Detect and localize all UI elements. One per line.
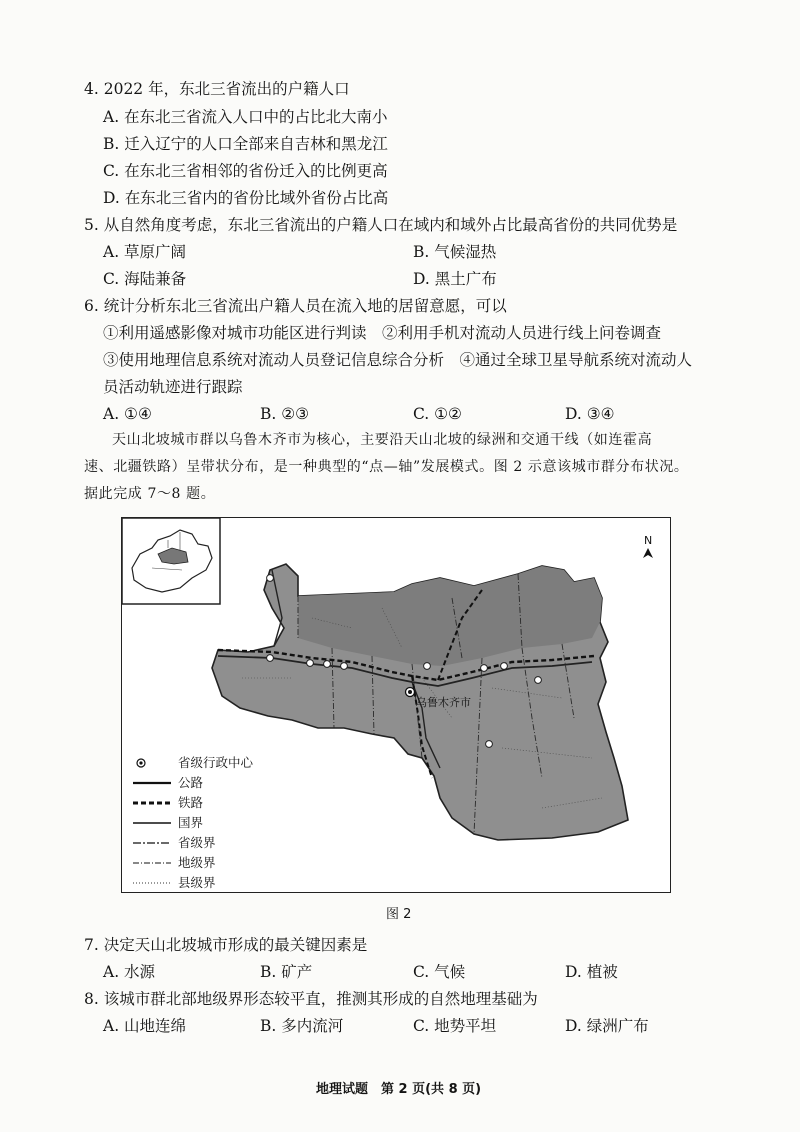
legend-row-county bbox=[131, 875, 281, 891]
q7-option-b: B. 矿产 bbox=[260, 963, 313, 981]
provincial-border-icon bbox=[133, 838, 171, 848]
legend-label-prefecture: 地级界 bbox=[178, 855, 216, 870]
q7-option-a: A. 水源 bbox=[103, 963, 156, 981]
urumqi-label: 乌鲁木齐市 bbox=[416, 696, 471, 709]
q7-option-d: D. 植被 bbox=[565, 963, 618, 981]
q5-option-d: D. 黑土广布 bbox=[413, 270, 497, 288]
legend-row-road bbox=[131, 775, 281, 791]
prefecture-border-icon bbox=[133, 858, 171, 868]
legend-row-national bbox=[131, 815, 281, 831]
q7-option-c: C. 气候 bbox=[413, 963, 466, 981]
q4-option-b: B. 迁入辽宁的人口全部来自吉林和黑龙江 bbox=[103, 135, 388, 153]
capital-dot-center bbox=[408, 690, 412, 694]
north-label: N bbox=[644, 534, 653, 547]
q6-option-d: D. ③④ bbox=[565, 405, 615, 423]
city-dot bbox=[535, 677, 542, 684]
q4-option-c: C. 在东北三省相邻的省份迁入的比例更高 bbox=[103, 162, 388, 180]
legend-row-railway bbox=[131, 795, 281, 811]
city-dot bbox=[307, 660, 314, 667]
legend-label-road: 公路 bbox=[178, 775, 204, 790]
capital-dot-icon bbox=[133, 758, 171, 768]
q5-option-b: B. 气候湿热 bbox=[413, 243, 497, 261]
legend-row-prefecture bbox=[131, 855, 281, 871]
city-dot bbox=[267, 655, 274, 662]
legend-label-capital: 省级行政中心 bbox=[178, 755, 254, 770]
q7-stem: 7. 决定天山北坡城市形成的最关键因素是 bbox=[84, 936, 368, 954]
railway-line-icon bbox=[133, 798, 171, 808]
q6-option-c: C. ①② bbox=[413, 405, 462, 423]
q8-option-b: B. 多内流河 bbox=[260, 1017, 344, 1035]
county-border-icon bbox=[133, 878, 171, 888]
q5-option-c: C. 海陆兼备 bbox=[103, 270, 187, 288]
q8-option-a: A. 山地连绵 bbox=[103, 1017, 187, 1035]
legend-row-capital bbox=[131, 755, 281, 771]
q8-option-d: D. 绿洲广布 bbox=[565, 1017, 649, 1035]
q8-stem: 8. 该城市群北部地级界形态较平直，推测其形成的自然地理基础为 bbox=[84, 990, 538, 1008]
passage-line3: 据此完成 7～8 题。 bbox=[84, 486, 216, 502]
q8-option-c: C. 地势平坦 bbox=[413, 1017, 497, 1035]
q5-stem: 5. 从自然角度考虑，东北三省流出的户籍人口在域内和域外占比最高省份的共同优势是 bbox=[84, 216, 678, 234]
city-dot bbox=[324, 661, 331, 668]
q4-option-d: D. 在东北三省内的省份比域外省份占比高 bbox=[103, 189, 389, 207]
north-arrow-icon bbox=[643, 548, 653, 558]
legend-label-national: 国界 bbox=[178, 815, 204, 830]
passage-line1: 天山北坡城市群以乌鲁木齐市为核心，主要沿天山北坡的绿洲和交通干线（如连霍高 bbox=[112, 432, 653, 448]
city-dot bbox=[424, 663, 431, 670]
q6-option-b: B. ②③ bbox=[260, 405, 310, 423]
city-dot bbox=[267, 575, 274, 582]
road-line-icon bbox=[133, 778, 171, 788]
legend-label-county: 县级界 bbox=[178, 875, 216, 890]
q6-items-line3: 员活动轨迹进行跟踪 bbox=[103, 378, 243, 396]
city-dot bbox=[341, 663, 348, 670]
q6-stem: 6. 统计分析东北三省流出户籍人员在流入地的居留意愿，可以 bbox=[84, 297, 507, 315]
legend-label-railway: 铁路 bbox=[178, 795, 204, 810]
q4-option-a: A. 在东北三省流入人口中的占比北大南小 bbox=[103, 108, 388, 126]
passage-line2: 速、北疆铁路）呈带状分布，是一种典型的“点—轴”发展模式。图 2 示意该城市群分布状况。 bbox=[84, 459, 689, 475]
city-dot bbox=[501, 663, 508, 670]
q6-option-a: A. ①④ bbox=[103, 405, 152, 423]
national-border-icon bbox=[133, 818, 171, 828]
legend-row-provincial bbox=[131, 835, 281, 851]
q5-option-a: A. 草原广阔 bbox=[103, 243, 187, 261]
figure-caption: 图 2 bbox=[386, 907, 412, 922]
page-footer: 地理试题 第 2 页(共 8 页) bbox=[316, 1082, 482, 1097]
city-dot bbox=[481, 665, 488, 672]
legend-label-provincial: 省级界 bbox=[178, 835, 216, 850]
city-dot bbox=[486, 741, 493, 748]
q6-items-line1: ①利用遥感影像对城市功能区进行判读 ②利用手机对流动人员进行线上问卷调查 bbox=[103, 324, 662, 342]
q4-stem: 4. 2022 年，东北三省流出的户籍人口 bbox=[84, 80, 350, 98]
q6-items-line2: ③使用地理信息系统对流动人员登记信息综合分析 ④通过全球卫星导航系统对流动人 bbox=[103, 351, 693, 369]
